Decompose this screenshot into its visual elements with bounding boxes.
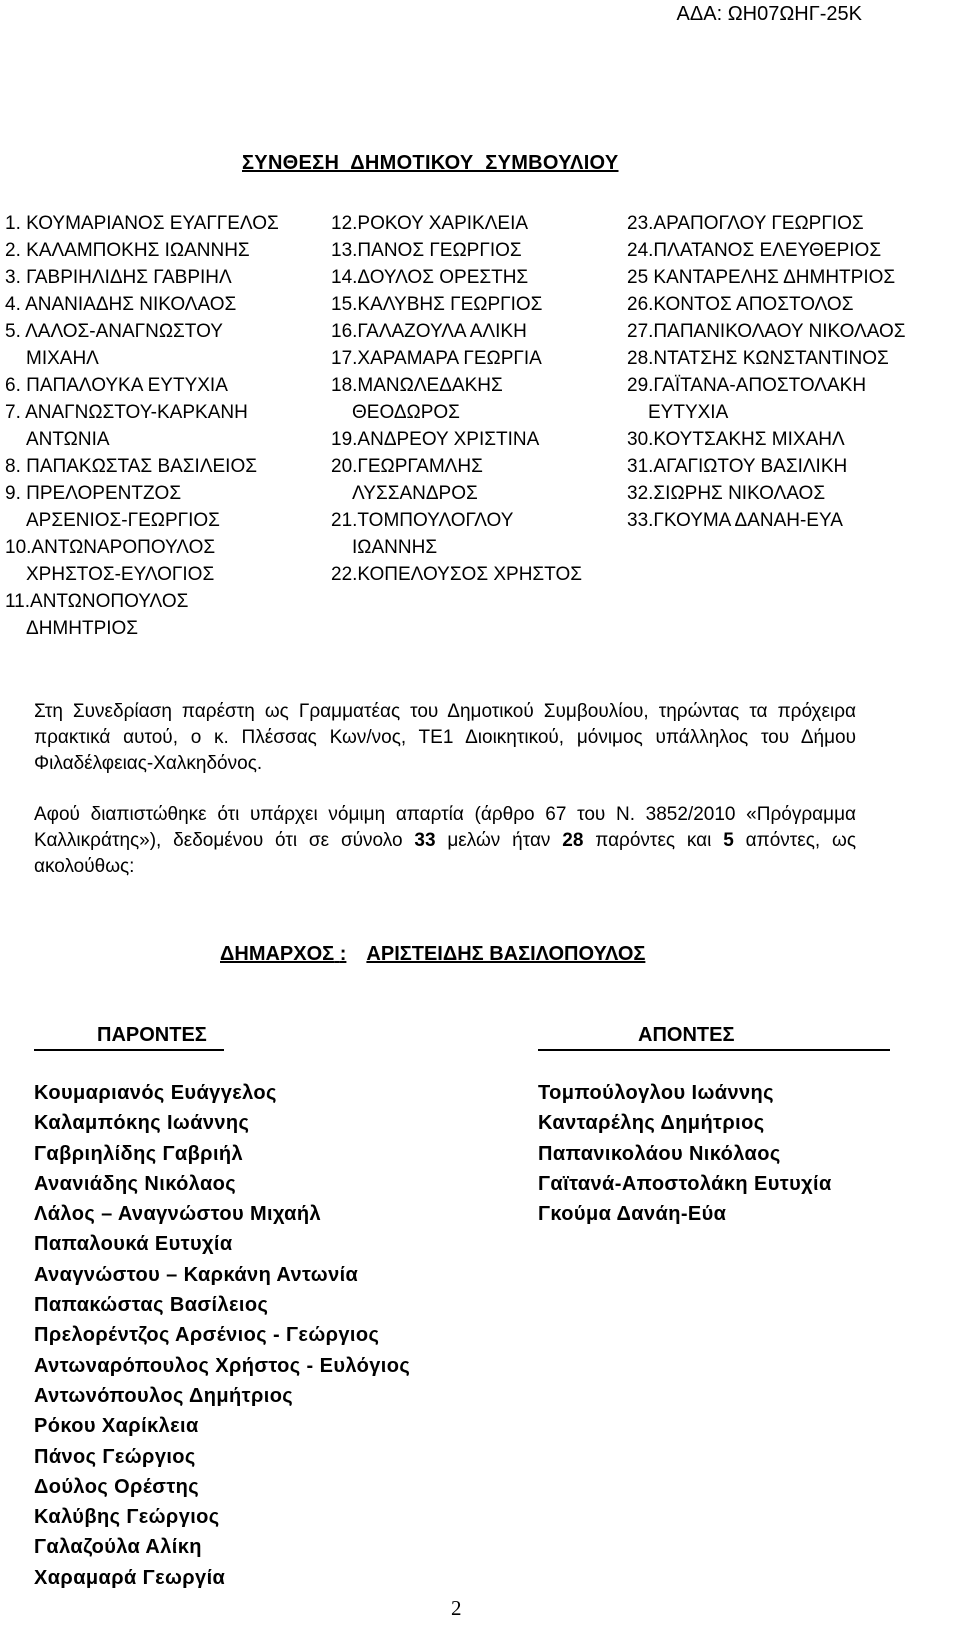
member-name: ΑΓΑΓΙΩΤΟΥ ΒΑΣΙΛΙΚΗ: [653, 456, 848, 477]
member-name: ΓΚΟΥΜΑ ΔΑΝΑΗ-ΕΥΑ: [653, 510, 843, 531]
council-member: [331, 453, 621, 480]
council-member: [331, 345, 621, 372]
absent-header: [538, 1024, 890, 1051]
member-number: 7.: [5, 402, 21, 423]
council-member: [331, 237, 621, 264]
member-name: ΓΕΩΡΓΑΜΛΗΣ: [357, 456, 483, 477]
page-number: 2: [451, 1596, 462, 1620]
member-name: ΣΙΩΡΗΣ ΝΙΚΟΛΑΟΣ: [653, 483, 826, 504]
council-column-1: [5, 210, 330, 642]
council-member: [5, 588, 330, 615]
mayor-line: [220, 943, 645, 966]
council-column-2: [331, 210, 621, 588]
attendee-name: Αναγνώστου – Καρκάνη Αντωνία: [34, 1263, 359, 1286]
quorum-text-4: απόντες, ως ακολούθως:: [34, 830, 857, 877]
member-name: ΚΑΝΤΑΡΕΛΗΣ ΔΗΜΗΤΡΙΟΣ: [653, 267, 896, 288]
member-name: ΚΑΛΥΒΗΣ ΓΕΩΡΓΙΟΣ: [357, 294, 543, 315]
absent-count: 5: [723, 830, 734, 851]
council-member: [627, 426, 960, 453]
member-name: ΠΑΠΑΝΙΚΟΛΑΟΥ ΝΙΚΟΛΑΟΣ: [653, 321, 906, 342]
absent-list: [538, 1078, 832, 1229]
member-number: 23.: [627, 213, 654, 234]
member-name-continued: ΔΗΜΗΤΡΙΟΣ: [26, 618, 139, 639]
mayor-colon: :: [339, 943, 347, 965]
quorum-text-3: παρόντες και: [583, 830, 724, 851]
member-name: ΡΟΚΟΥ ΧΑΡΙΚΛΕΙΑ: [357, 213, 529, 234]
council-member: [5, 291, 330, 318]
attendee-name: Λάλος – Αναγνώστου Μιχαήλ: [34, 1203, 321, 1226]
attendee-name: Γαϊτανά-Αποστολάκη Ευτυχία: [538, 1172, 832, 1195]
member-number: 15.: [331, 294, 358, 315]
member-number: 10.: [5, 537, 32, 558]
member-name-continued: ΧΡΗΣΤΟΣ-ΕΥΛΟΓΙΟΣ: [26, 564, 215, 585]
attendee-name: Αντωνόπουλος Δημήτριος: [34, 1384, 294, 1407]
council-member: [331, 291, 621, 318]
absent-header-label: ΑΠΟΝΤΕΣ: [638, 1024, 735, 1046]
member-name: ΠΑΠΑΚΩΣΤΑΣ ΒΑΣΙΛΕΙΟΣ: [26, 456, 257, 477]
member-name: ΑΝΑΓΝΩΣΤΟΥ-ΚΑΡΚΑΝΗ: [25, 402, 248, 423]
mayor-label: ΔΗΜΑΡΧΟΣ: [220, 943, 335, 965]
total-members: 33: [414, 830, 436, 851]
member-number: 17.: [331, 348, 358, 369]
attendee-name: Γκούμα Δανάη-Εύα: [538, 1203, 727, 1226]
member-number: 33.: [627, 510, 654, 531]
present-header: [34, 1024, 224, 1051]
member-number: 30.: [627, 429, 654, 450]
council-member: [627, 453, 960, 480]
council-member: [5, 399, 330, 426]
present-list: [34, 1078, 410, 1593]
member-name: ΚΟΥΤΣΑΚΗΣ ΜΙΧΑΗΛ: [653, 429, 845, 450]
member-name: ΠΑΝΟΣ ΓΕΩΡΓΙΟΣ: [357, 240, 522, 261]
member-name: ΤΟΜΠΟΥΛΟΓΛΟΥ: [357, 510, 514, 531]
member-name-continued: ΘΕΟΔΩΡΟΣ: [352, 402, 460, 423]
member-number: 20.: [331, 456, 358, 477]
member-name-continued: ΑΡΣΕΝΙΟΣ-ΓΕΩΡΓΙΟΣ: [26, 510, 220, 531]
council-member: [627, 291, 960, 318]
council-member: [627, 480, 960, 507]
council-member: [331, 561, 621, 588]
attendee-name: Γαλαζούλα Αλίκη: [34, 1536, 202, 1559]
member-name: ΓΑΒΡΙΗΛΙΔΗΣ ΓΑΒΡΙΗΛ: [26, 267, 232, 288]
attendee-name: Κανταρέλης Δημήτριος: [538, 1112, 765, 1135]
council-member: [331, 426, 621, 453]
attendee-name: Πάνος Γεώργιος: [34, 1445, 196, 1468]
member-name: ΜΑΝΩΛΕΔΑΚΗΣ: [357, 375, 503, 396]
council-member: [331, 318, 621, 345]
council-column-3: [627, 210, 960, 534]
attendee-name: Χαραμαρά Γεωργία: [34, 1566, 226, 1589]
attendee-name: Ανανιάδης Νικόλαος: [34, 1172, 237, 1195]
member-name: ΚΟΠΕΛΟΥΣΟΣ ΧΡΗΣΤΟΣ: [357, 564, 582, 585]
ada-code: ΑΔΑ: ΩΗ07ΩΗΓ-25Κ: [676, 3, 862, 25]
member-name: ΠΑΠΑΛΟΥΚΑ ΕΥΤΥΧΙΑ: [26, 375, 228, 396]
member-number: 8.: [5, 456, 21, 477]
member-number: 19.: [331, 429, 358, 450]
member-name-continued: ΕΥΤΥΧΙΑ: [648, 402, 729, 423]
member-number: 1.: [5, 213, 21, 234]
member-name: ΛΑΛΟΣ-ΑΝΑΓΝΩΣΤΟΥ: [25, 321, 223, 342]
member-name: ΔΟΥΛΟΣ ΟΡΕΣΤΗΣ: [357, 267, 529, 288]
member-number: 13.: [331, 240, 358, 261]
member-name: ΚΟΝΤΟΣ ΑΠΟΣΤΟΛΟΣ: [653, 294, 854, 315]
member-name: ΓΑΪΤΑΝΑ-ΑΠΟΣΤΟΛΑΚΗ: [653, 375, 867, 396]
member-name: ΝΤΑΤΣΗΣ ΚΩΝΣΤΑΝΤΙΝΟΣ: [653, 348, 889, 369]
council-member: [5, 264, 330, 291]
member-name-continued: ΙΩΑΝΝΗΣ: [352, 537, 438, 558]
quorum-text-2: μελών ήταν: [435, 830, 563, 851]
member-number: 6.: [5, 375, 21, 396]
attendee-name: Γαβριηλίδης Γαβριήλ: [34, 1142, 244, 1165]
council-member: [331, 507, 621, 534]
council-member: [627, 507, 960, 534]
council-member: [627, 345, 960, 372]
member-name-continued: ΛΥΣΣΑΝΔΡΟΣ: [352, 483, 478, 504]
council-member: [5, 210, 330, 237]
member-name: ΑΝΑΝΙΑΔΗΣ ΝΙΚΟΛΑΟΣ: [25, 294, 237, 315]
attendee-name: Δούλος Ορέστης: [34, 1475, 200, 1498]
member-number: 25: [627, 267, 649, 288]
attendee-name: Παπανικολάου Νικόλαος: [538, 1142, 781, 1165]
present-count: 28: [562, 830, 584, 851]
member-number: 4.: [5, 294, 21, 315]
council-member: [627, 318, 960, 345]
member-name-continued: ΜΙΧΑΗΛ: [26, 348, 99, 369]
attendee-name: Κουμαριανός Ευάγγελος: [34, 1082, 277, 1104]
member-name-continued: ΑΝΤΩΝΙΑ: [26, 429, 110, 450]
quorum-text-1: Αφού διαπιστώθηκε ότι υπάρχει νόμιμη απαρτία (άρθρο 67 του Ν. 3852/2010 «Πρόγραμμα Καλλικράτης»), δεδομένου ότι σε σύνολο: [34, 804, 856, 851]
member-name: ΚΟΥΜΑΡΙΑΝΟΣ ΕΥΑΓΓΕΛΟΣ: [26, 213, 279, 234]
member-name: ΑΝΤΩΝΑΡΟΠΟΥΛΟΣ: [31, 537, 216, 558]
council-member: [5, 372, 330, 399]
council-member: [5, 534, 330, 561]
quorum-paragraph: [34, 802, 856, 880]
member-name: ΚΑΛΑΜΠΟΚΗΣ ΙΩΑΝΝΗΣ: [26, 240, 250, 261]
attendee-name: Ρόκου Χαρίκλεια: [34, 1415, 199, 1438]
mayor-name: ΑΡΙΣΤΕΙΔΗΣ ΒΑΣΙΛΟΠΟΥΛΟΣ: [366, 943, 646, 965]
attendee-name: Καλύβης Γεώργιος: [34, 1506, 220, 1529]
member-number: 26.: [627, 294, 654, 315]
attendee-name: Πρελορέντζος Αρσένιος - Γεώργιος: [34, 1324, 380, 1347]
member-number: 32.: [627, 483, 654, 504]
member-name: ΠΡΕΛΟΡΕΝΤΖΟΣ: [26, 483, 182, 504]
member-number: 28.: [627, 348, 654, 369]
attendee-name: Καλαμπόκης Ιωάννης: [34, 1112, 250, 1135]
member-number: 11.: [5, 591, 31, 612]
council-member: [627, 210, 960, 237]
member-number: 29.: [627, 375, 654, 396]
member-number: 14.: [331, 267, 358, 288]
council-member: [331, 210, 621, 237]
council-member: [5, 480, 330, 507]
attendee-name: Αντωναρόπουλος Χρήστος - Ευλόγιος: [34, 1354, 411, 1377]
member-number: 21.: [331, 510, 358, 531]
member-number: 24.: [627, 240, 654, 261]
council-member: [627, 264, 960, 291]
member-number: 3.: [5, 267, 21, 288]
attendee-name: Παπακώστας Βασίλειος: [34, 1294, 269, 1317]
member-number: 2.: [5, 240, 21, 261]
council-member: [331, 264, 621, 291]
attendee-name: Τομπούλογλου Ιωάννης: [538, 1082, 774, 1104]
member-name: ΑΡΑΠΟΓΛΟΥ ΓΕΩΡΓΙΟΣ: [653, 213, 864, 234]
member-name: ΓΑΛΑΖΟΥΛΑ ΑΛΙΚΗ: [357, 321, 527, 342]
member-number: 5.: [5, 321, 21, 342]
member-name: ΧΑΡΑΜΑΡΑ ΓΕΩΡΓΙΑ: [357, 348, 542, 369]
member-name: ΠΛΑΤΑΝΟΣ ΕΛΕΥΘΕΡΙΟΣ: [653, 240, 882, 261]
council-member: [331, 372, 621, 399]
member-name: ΑΝΔΡΕΟΥ ΧΡΙΣΤΙΝΑ: [357, 429, 540, 450]
secretary-paragraph: Στη Συνεδρίαση παρέστη ως Γραμματέας του Δημοτικού Συμβουλίου, τηρώντας τα πρόχειρα πρακτικά αυτού, ο κ. Πλέσσας Κων/νος, ΤΕ1 Διοικητικού, μόνιμος υπάλληλος του Δήμου Φιλαδέλφειας-Χαλκηδόνος.: [34, 701, 856, 774]
member-number: 31.: [627, 456, 654, 477]
council-member: [627, 237, 960, 264]
attendee-name: Παπαλουκά Ευτυχία: [34, 1233, 233, 1256]
member-name: ΑΝΤΩΝΟΠΟΥΛΟΣ: [30, 591, 189, 612]
member-number: 9.: [5, 483, 21, 504]
member-number: 27.: [627, 321, 654, 342]
council-member: [5, 453, 330, 480]
page-title: ΣΥΝΘΕΣΗ ΔΗΜΟΤΙΚΟΥ ΣΥΜΒΟΥΛΙΟΥ: [242, 152, 619, 174]
council-member: [5, 237, 330, 264]
member-number: 12.: [331, 213, 358, 234]
member-number: 22.: [331, 564, 358, 585]
present-header-label: ΠΑΡΟΝΤΕΣ: [97, 1024, 207, 1046]
council-member: [5, 318, 330, 345]
member-number: 18.: [331, 375, 358, 396]
member-number: 16.: [331, 321, 358, 342]
council-member: [627, 372, 960, 399]
